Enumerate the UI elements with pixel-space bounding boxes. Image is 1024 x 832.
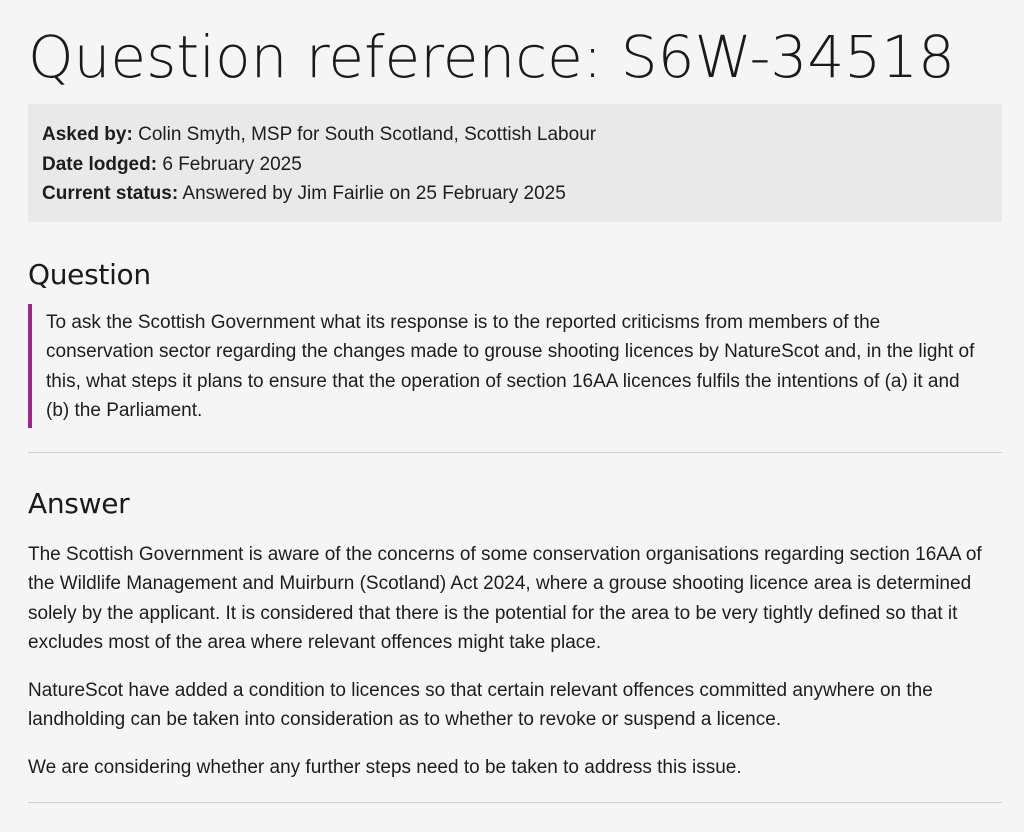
current-status-label: Current status:	[42, 183, 179, 204]
answer-heading: Answer	[28, 486, 130, 520]
answer-paragraph: We are considering whether any further steps need to be taken to address this issue.	[28, 756, 742, 778]
question-text: To ask the Scottish Government what its response is to the reported criticisms from members of the conservation sector regarding the changes made to grouse shooting licences by NatureScot and, in the light of this, what steps it plans to ensure that the operation of section 16AA licences fulfils the intentions of (a) it and (b) the Parliament.	[28, 304, 988, 428]
current-status-row	[42, 179, 988, 209]
section-divider	[28, 802, 1002, 803]
date-lodged-row	[42, 150, 988, 180]
section-divider	[28, 452, 1002, 453]
page-title: Question reference: S6W-34518	[28, 23, 955, 91]
question-metadata	[28, 104, 1002, 222]
answer-paragraph: NatureScot have added a condition to licences so that certain relevant offences committed anywhere on the landholding can be taken into consideration as to whether to revoke or suspend a licence.	[28, 679, 933, 730]
answer-paragraph: The Scottish Government is aware of the concerns of some conservation organisations regarding section 16AA of the Wildlife Management and Muirburn (Scotland) Act 2024, where a grouse shooting licence area is determined solely by the applicant. It is considered that there is the potential for the area to be very tightly defined so that it excludes most of the area where relevant offences might take place.	[28, 543, 982, 653]
date-lodged-value: 6 February 2025	[162, 153, 302, 175]
question-heading: Question	[28, 257, 151, 291]
answer-body	[28, 540, 1002, 783]
asked-by-label: Asked by:	[42, 124, 133, 145]
current-status-value: Answered by Jim Fairlie on 25 February 2025	[182, 183, 566, 204]
date-lodged-label: Date lodged:	[42, 153, 158, 175]
asked-by-value: Colin Smyth, MSP for South Scotland, Scottish Labour	[138, 124, 597, 145]
asked-by-row	[42, 120, 988, 150]
